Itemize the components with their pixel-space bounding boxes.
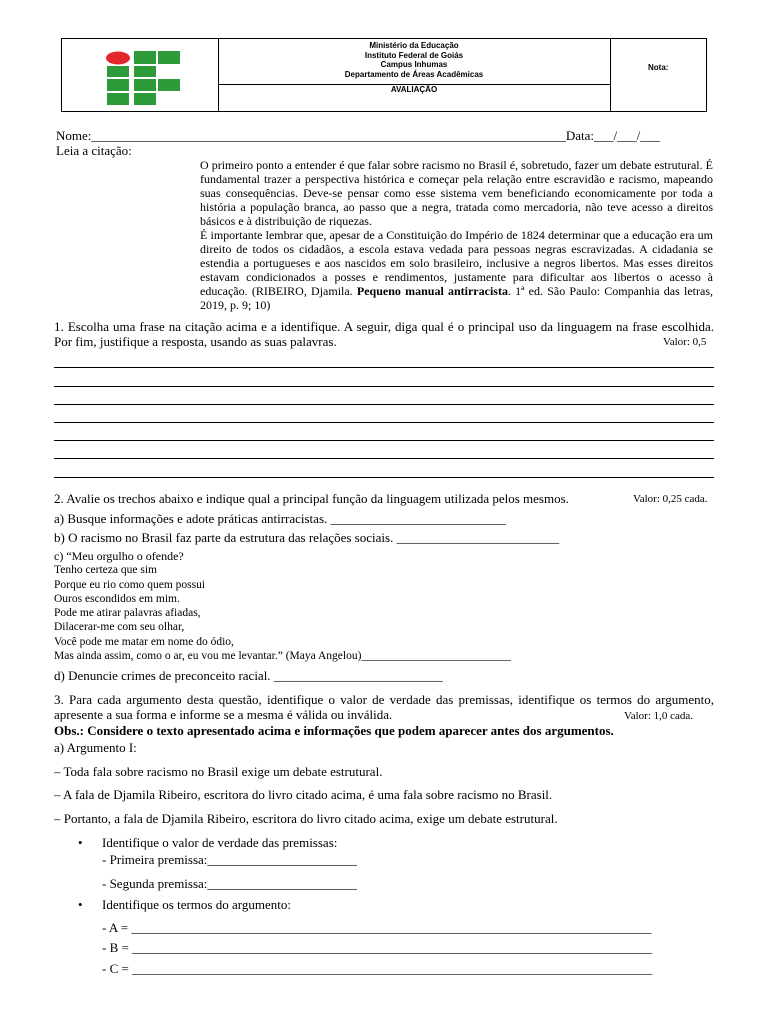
question-2a[interactable]: a) Busque informações e adote práticas antirracistas. ___________________________	[54, 511, 506, 526]
poem-line: Ouros escondidos em mim.	[54, 592, 180, 605]
poem-line: Dilacerar-me com seu olhar,	[54, 621, 185, 634]
answer-line[interactable]	[54, 386, 714, 387]
poem-line: c) “Meu orgulho o ofende?	[54, 549, 184, 563]
first-premise-field[interactable]: - Primeira premissa:_______________________	[102, 852, 357, 867]
term-b-field[interactable]: - B = ________________________________________________________________________________	[102, 940, 653, 955]
poem-line[interactable]: Mas ainda assim, como o ar, eu vou me levantar.” (Maya Angelou)__________________________	[54, 650, 511, 663]
header-table	[61, 38, 707, 112]
answer-line[interactable]	[54, 477, 714, 478]
ifg-logo-icon	[104, 51, 184, 107]
poem-line: Porque eu rio como quem possui	[54, 578, 206, 591]
question-2d[interactable]: d) Denuncie crimes de preconceito racial. __________________________	[54, 668, 443, 683]
logo-cell	[62, 39, 219, 111]
nota-cell	[610, 39, 706, 111]
premise-1: – Toda fala sobre racismo no Brasil exige um debate estrutural.	[54, 764, 383, 779]
institution-lines	[218, 39, 610, 85]
bullet-truth-values: Identifique o valor de verdade das premissas:	[102, 835, 338, 850]
header-line: Ministério da Educação	[369, 41, 459, 50]
second-premise-field[interactable]: - Segunda premissa:_______________________	[102, 876, 357, 891]
answer-line[interactable]	[54, 404, 714, 405]
citation-ref: . 1ª ed. São Paulo: Companhia das letras, 2019, p. 9; 10)	[200, 284, 713, 312]
question-2b[interactable]: b) O racismo no Brasil faz parte da estrutura das relações sociais. _________________________	[54, 530, 560, 545]
citation-text: É importante lembrar que, apesar de a Constituição do Império de 1824 determinar que a educação era um direito de todos os cidadãos, a escola estava vedada para pessoas negras escravizadas. A cidadania se estendia a portugueses e aos nascidos em solo brasileiro, inclusive a negros libertos. Mas esses direitos estavam condicionados a posses e rendimentos, justamente para dificultar aos libertos o acesso à educação. (RIBEIRO, Djamila.	[200, 228, 713, 298]
question-2: 2. Avalie os trechos abaixo e indique qual a principal função da linguagem utilizada pelos mesmos.	[54, 491, 569, 506]
question-2-value: Valor: 0,25 cada.	[633, 493, 708, 505]
poem-line: Você pode me matar em nome do ódio,	[54, 635, 234, 648]
book-title: Pequeno manual antirracista	[356, 284, 508, 298]
argument-label: a) Argumento I:	[54, 740, 137, 755]
question-3-value: Valor: 1,0 cada.	[624, 710, 694, 722]
exam-title: AVALIAÇÃO	[390, 85, 438, 94]
answer-line[interactable]	[54, 367, 714, 368]
conclusion: – Portanto, a fala de Djamila Ribeiro, escritora do livro citado acima, exige um debate estrutural.	[54, 811, 558, 826]
premise-2: – A fala de Djamila Ribeiro, escritora do livro citado acima, é uma fala sobre racismo no Brasil.	[54, 787, 553, 802]
nota-label: Nota:	[648, 63, 669, 72]
term-c-field[interactable]: - C = ________________________________________________________________________________	[102, 961, 653, 976]
term-a-field[interactable]: - A = ________________________________________________________________________________	[102, 920, 652, 935]
answer-line[interactable]	[54, 440, 714, 441]
header-line: Instituto Federal de Goiás	[364, 50, 464, 60]
bullet-terms: Identifique os termos do argumento:	[102, 897, 291, 912]
citation-paragraph-2	[200, 228, 713, 312]
question-3-obs: Obs.: Considere o texto apresentado acima e informações que podem aparecer antes dos argumentos.	[54, 723, 614, 738]
name-date-field[interactable]: Nome:_________________________________________________________________________Data:___/___/___	[56, 128, 660, 143]
citation-paragraph-1: O primeiro ponto a entender é que falar sobre racismo no Brasil é, sobretudo, fazer um debate estrutural. É fundamental trazer a perspectiva histórica e começar pela relação entre escravidão e racismo, mapeando suas consequências. Deve-se pensar como esse sistema vem beneficiando economicamente por toda a história a população branca, ao passo que a negra, tratada como mercadoria, não teve acesso a direitos básicos e à distribuição de riquezas.	[200, 158, 713, 228]
bullet-icon: •	[78, 835, 83, 850]
read-instruction: Leia a citação:	[56, 143, 132, 158]
question-1: 1. Escolha uma frase na citação acima e a identifique. A seguir, diga qual é o principal uso da linguagem na frase escolhida. Por fim, justifique a resposta, usando as suas palavras.	[54, 319, 714, 349]
header-line: Departamento de Áreas Acadêmicas	[344, 69, 484, 79]
question-2c-poem	[54, 549, 511, 663]
poem-line: Pode me atirar palavras afiadas,	[54, 607, 201, 620]
question-1-value: Valor: 0,5	[663, 336, 707, 348]
header-line: Campus Inhumas	[380, 60, 448, 70]
answer-line[interactable]	[54, 458, 714, 459]
poem-line: Tenho certeza que sim	[54, 564, 157, 577]
bullet-icon: •	[78, 897, 83, 912]
question-3: 3. Para cada argumento desta questão, identifique o valor de verdade das premissas, identifique os termos do argumento, apresente a sua forma e informe se a mesma é válida ou inválida.	[54, 692, 714, 722]
header-institution	[218, 39, 611, 111]
answer-line[interactable]	[54, 422, 714, 423]
